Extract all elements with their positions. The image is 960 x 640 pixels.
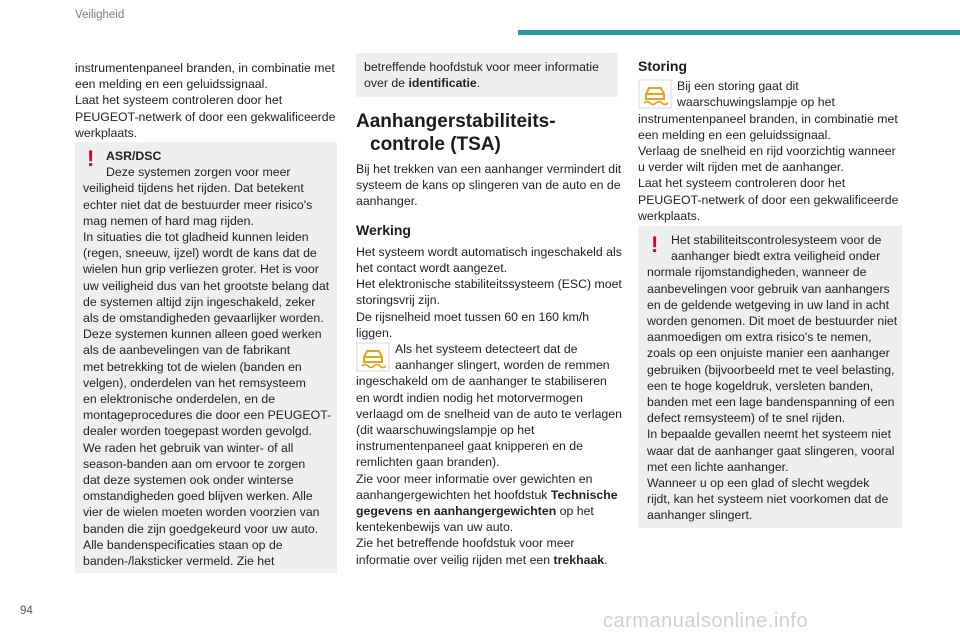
- warning-box-tsa: ! Het stabiliteitscontrolesysteem voor de aanhanger biedt extra veiligheid onder normale rijomstandigheden, wanneer de aanbevelingen voor gebruik van aanhangers en de geldende wetgeving in uw land in acht worden genomen. Dit moet de bestuurder niet aanmoedigen om extra risico's te nemen, zoals op een onjuiste manier een aanhanger gebruiken (bijvoorbeeld met te veel belasting, een te hoge kogeldruk, versleten banden, banden met een lage bandenspanning of een defect remsysteem) of te snel rijden. In bepaalde gevallen neemt het systeem niet waar dat de aanhanger gaat slingeren, vooral met een lichte aanhanger. Wanneer u op een glad of slecht wegdek rijdt, kan het systeem niet voorkomen dat de aanhanger slingert.: [638, 226, 902, 528]
- link-technische: Technische: [550, 487, 618, 502]
- link-gegevens: gegevens en aanhangergewichten: [356, 504, 557, 519]
- warning-text: veiligheid tijdens het rijden. Dat betekent echter niet dat de bestuurder meer risico's mag nemen of hard mag rijden. In situaties die tot gladheid kunnen leiden (regen, sneeuw, ijzel) wordt de kans dat de wielen hun grip verliezen groter. Het is voor uw veiligheid dus van het grootste belang dat de systemen altijd zijn ingeschakeld, zeker als de omstandigheden gevaarlijker worden. Deze systemen kunnen alleen goed werken als de aanbevelingen van de fabrikant met betrekking tot de wielen (banden en velgen), onderdelen van het remsysteem en elektronische onderdelen, en de montageprocedures die door een PEUGEOT- dealer worden toegepast worden gevolgd. We raden het gebruik van winter- of all season-banden aan om ervoor te zorgen dat deze systemen ook onder winterse omstandigheden goed blijven werken. Alle vier de wielen moeten worden voorzien van banden die zijn goedgekeurd voor uw auto. Alle bandenspecificaties staan op de banden-/laksticker vermeld. Zie het: [83, 181, 332, 569]
- info-box-identification: betreffende hoofdstuk voor meer informatie over de identificatie.: [356, 53, 618, 97]
- warning-box-asr-dsc: ! ASR/DSC Deze systemen zorgen voor meer veiligheid tijdens het rijden. Dat betekent echter niet dat de bestuurder meer risico's mag nemen of hard mag rijden. In situaties die tot gladheid kunnen leiden (regen, sneeuw, ijzel) wordt de kans dat de wielen hun grip verliezen groter. Het is voor uw veiligheid dus van het grootste belang dat de systemen altijd zijn ingeschakeld, zeker als de omstandigheden gevaarlijker worden. Deze systemen kunnen alleen goed werken als de aanbevelingen van de fabrikant met betrekking tot de wielen (banden en velgen), onderdelen van het remsysteem en elektronische onderdelen, en de montageprocedures die door een PEUGEOT- dealer worden toegepast worden gevolgd. We raden het gebruik van winter- of all season-banden aan om ervoor te zorgen dat deze systemen ook onder winterse omstandigheden goed blijven werken. Alle vier de wielen moeten worden voorzien van banden die zijn goedgekeurd voor uw auto. Alle bandenspecificaties staan op de banden-/laksticker vermeld. Zie het: [75, 142, 337, 573]
- werking-text: Het systeem wordt automatisch ingeschakeld als het contact wordt aangezet. Het elektronische stabiliteitssysteem (ESC) moet storingsvrij zijn. De rijsnelheid moet tussen 60 en 160 km/h liggen.: [356, 244, 622, 340]
- heading-werking: Werking: [356, 221, 411, 238]
- watermark: carmanualsonline.info: [603, 610, 809, 632]
- column-2: [356, 110, 622, 568]
- storing-paragraph: Bij een storing gaat dit waarschuwingslampje op het instrumentenpaneel branden, in combinatie met een melding en een geluidssignaal. Verlaag de snelheid en rijd voorzichtig wanneer u verder wilt rijden met de aanhanger. Laat het systeem controleren door het PEUGEOT-netwerk of door een gekwalificeerde werkplaats.: [638, 79, 899, 223]
- warning-icon: !: [87, 146, 95, 171]
- column-1: [75, 60, 337, 141]
- icon-paragraph: Als het systeem detecteert dat de aanhanger slingert, worden de remmen ingeschakeld om de aanhanger te stabiliseren en wordt indien nodig het motorvermogen verlaagd om de snelheid van de auto te verlagen (dit waarschuwingslampje op het instrumentenpaneel gaat knipperen en de remlichten gaan branden). Zie voor meer informatie over gewichten en aanhangergewichten het hoofdstuk Technische gegevens en aanhangergewichten op het kentekenbewijs van uw auto. Zie het betreffende hoofdstuk voor meer informatie over veilig rijden met een trekhaak.: [356, 342, 622, 567]
- running-header: Veiligheid: [75, 9, 125, 21]
- warning-text: normale rijomstandigheden, wanneer de aanbevelingen voor gebruik van aanhangers en de geldende wetgeving in uw land in acht worden genomen. Dit moet de bestuurder niet aanmoedigen om extra risico's te nemen, zoals op een onjuiste manier een aanhanger gebruiken (bijvoorbeeld met te veel belasting, een te hoge kogeldruk, versleten banden, banden met een lage bandenspanning of een defect remsysteem) of te snel rijden. In bepaalde gevallen neemt het systeem niet waar dat de aanhanger gaat slingeren, vooral met een lichte aanhanger. Wanneer u op een glad of slecht wegdek rijdt, kan het systeem niet voorkomen dat de aanhanger slingert.: [647, 265, 898, 523]
- column-3: [638, 58, 903, 224]
- tsa-intro: Bij het trekken van een aanhanger vermindert dit systeem de kans op slingeren van de auto en de aanhanger.: [356, 162, 622, 209]
- warning-title: ASR/DSC: [106, 149, 162, 163]
- section-title-tsa: Aanhangerstabiliteits- controle (TSA): [356, 111, 556, 155]
- warning-icon: !: [651, 232, 659, 257]
- trailer-warning-lamp-icon: [638, 79, 672, 113]
- link-identificatie: identificatie: [408, 76, 477, 91]
- header-accent-bar: [518, 30, 960, 35]
- heading-storing: Storing: [638, 58, 687, 74]
- trailer-warning-lamp-icon: [356, 342, 390, 376]
- link-trekhaak: trekhaak: [553, 552, 605, 567]
- page-number: 94: [20, 605, 33, 617]
- intro-paragraph: instrumentenpaneel branden, in combinatie met een melding en een geluidssignaal. Laat het systeem controleren door het PEUGEOT-netwerk of door een gekwalificeerde werkplaats.: [75, 61, 336, 140]
